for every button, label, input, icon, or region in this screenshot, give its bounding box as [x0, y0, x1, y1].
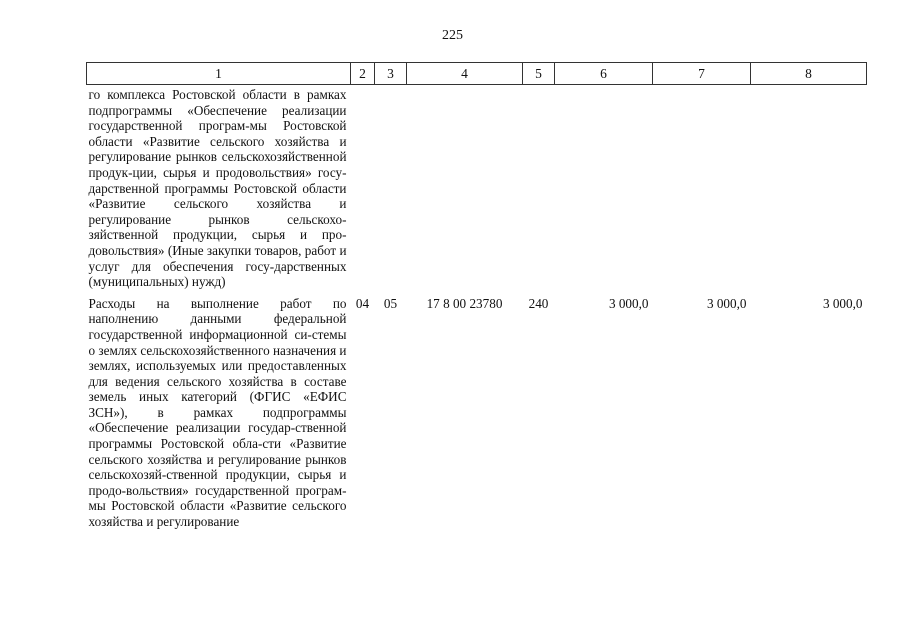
table-row [87, 85, 867, 296]
row-expense-type [523, 85, 555, 296]
column-header-8: 8 [751, 63, 867, 85]
column-header-6: 6 [555, 63, 653, 85]
column-header-4: 4 [407, 63, 523, 85]
row-amount-year-1: 3 000,0 [608, 295, 649, 311]
column-header-3: 3 [375, 63, 407, 85]
row-amount-year-3: 3 000,0 [822, 295, 863, 311]
row-amount-year-3 [751, 85, 867, 296]
table-header-row [87, 63, 867, 85]
column-header-2: 2 [351, 63, 375, 85]
row-subsection-code [375, 85, 407, 296]
row-expense-type: 240 [528, 295, 549, 311]
row-section-code [351, 85, 375, 296]
row-amount-year-2 [653, 85, 751, 296]
row-target-article [407, 85, 523, 296]
table-row [87, 296, 867, 530]
row-target-article: 17 8 00 23780 [426, 295, 503, 311]
row-section-code: 04 [355, 295, 370, 311]
column-header-1: 1 [87, 63, 351, 85]
row-amount-year-1 [555, 85, 653, 296]
row-description: го комплекса Ростовской области в рамках подпрограммы «Обеспечение реализации государственной програм-мы Ростовской области «Развитие сельского хозяйства и регулирование рынков сельскохозяйственной продук-ции, сырья и продовольствия» госу-дарственной программы Ростовской области «Развитие сельского хозяйства и регулирование рынков сельскохо-зяйственной продукции, сырья и про-довольствия» (Иные закупки товаров, работ и услуг для обеспечения госу-дарственных (муниципальных) нужд) [88, 87, 347, 290]
budget-table [86, 62, 867, 530]
column-header-5: 5 [523, 63, 555, 85]
row-amount-year-2: 3 000,0 [706, 295, 747, 311]
row-description: Расходы на выполнение работ по наполнению данными федеральной государственной информационной си-стемы о землях сельскохозяйственного назначения и землях, используемых или предоставленных для ведения сельского хозяйства в составе земель иных категорий (ФГИС «ЕФИС ЗСН»), в рамках подпрограммы «Обеспечение реализации государ-ственной программы Ростовской обла-сти «Развитие сельского хозяйства и регулирование рынков сельскохозяй-ственной продукции, сырья и продо-вольствия» государственной програм-мы Ростовской области «Развитие сельского хозяйства и регулирование [88, 295, 347, 530]
column-header-7: 7 [653, 63, 751, 85]
page-number: 225 [442, 28, 463, 43]
row-subsection-code: 05 [383, 295, 398, 311]
